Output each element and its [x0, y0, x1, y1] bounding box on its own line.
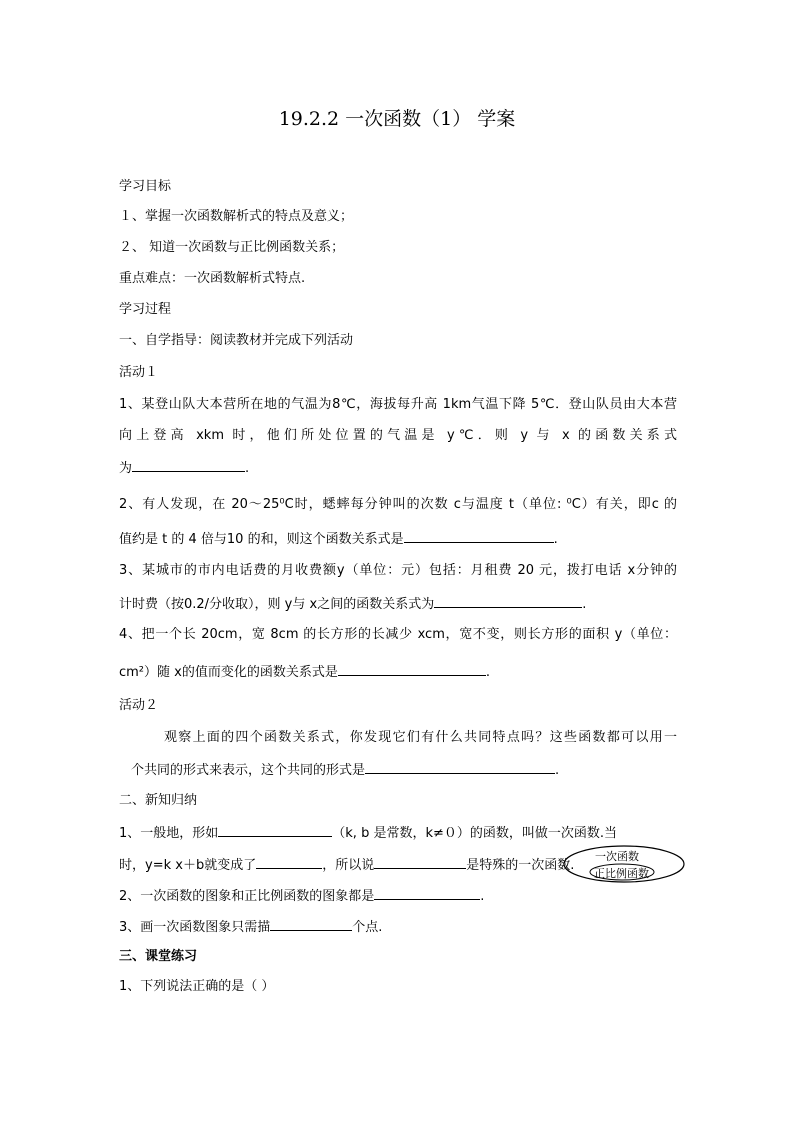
- q2-line-2: 值约是 t 的 4 倍与10 的和，则这个函数关系式是 .: [119, 529, 558, 549]
- part2-blank-graph[interactable]: [374, 886, 480, 900]
- q2-line-1: 2、有人发现，在 20～25⁰C时，蟋蟀每分钟叫的次数 c与温度 t（单位: ⁰C）有关，即c 的: [119, 497, 677, 512]
- goal-item-1: １、掌握一次函数解析式的特点及意义；: [119, 209, 354, 224]
- q1-line-2: 向上登高 xkm 时，他们所处位置的气温是 y℃．则 y 与 x 的函数关系式: [119, 428, 677, 443]
- q4-answer-blank[interactable]: [338, 662, 486, 676]
- part2-blank-becomes[interactable]: [256, 855, 322, 869]
- q1-line-3: 为 .: [119, 458, 249, 478]
- part2-line-1: 1、一般地，形如 （k, b 是常数，k≠０）的函数，叫做一次函数.当: [119, 823, 617, 843]
- q1-answer-blank[interactable]: [132, 458, 245, 472]
- part3-heading: 三、课堂练习: [119, 949, 198, 964]
- goal-item-2: ２、 知道一次函数与正比例函数关系；: [119, 240, 345, 255]
- callout-proportional-function: 正比例函数: [594, 867, 649, 880]
- q2-answer-blank[interactable]: [404, 529, 554, 543]
- page-title: 19.2.2 一次函数（1） 学案: [278, 108, 516, 130]
- activity2-line-1: 观察上面的四个函数关系式，你发现它们有什么共同特点吗？这些函数都可以用一: [164, 730, 677, 745]
- part2-line-2: 时，y=k x＋b就变成了 ，所以说 是特殊的一次函数.: [119, 855, 574, 875]
- q1-line-1: 1、某登山队大本营所在地的气温为8℃，海拔每升高 1km气温下降 5℃．登山队员由大本营: [119, 397, 677, 412]
- part2-heading: 二、新知归纳: [119, 793, 198, 808]
- q3-line-2: 计时费（按0.2/分收取），则 y与 x之间的函数关系式为 .: [119, 594, 586, 614]
- process-heading: 学习过程: [119, 302, 172, 317]
- part2-line-3: 2、一次函数的图象和正比例函数的图象都是 .: [119, 886, 484, 906]
- part2-blank-special[interactable]: [374, 855, 466, 869]
- activity1-label: 活动１: [119, 365, 159, 380]
- activity2-answer-blank[interactable]: [365, 760, 555, 774]
- q3-answer-blank[interactable]: [434, 594, 582, 608]
- activity2-label: 活动２: [119, 698, 159, 713]
- part3-question-1: 1、下列说法正确的是（ ）: [119, 979, 275, 994]
- q4-line-2: cm²）随 x的值而变化的函数关系式是 .: [119, 662, 490, 682]
- callout-linear-function: 一次函数: [595, 850, 639, 863]
- part2-blank-points[interactable]: [270, 917, 352, 931]
- q3-line-1: 3、某城市的市内电话费的月收费额y（单位：元）包括：月租费 20 元，拨打电话 x分钟的: [119, 563, 677, 578]
- part2-blank-form[interactable]: [218, 823, 332, 837]
- activity2-line-2: 个共同的形式来表示，这个共同的形式是 .: [131, 760, 559, 780]
- key-points: 重点难点：一次函数解析式特点.: [119, 271, 306, 286]
- goals-heading: 学习目标: [119, 179, 172, 194]
- function-relation-callout: [563, 845, 685, 883]
- q4-line-1: 4、把一个长 20cm，宽 8cm 的长方形的长减少 xcm，宽不变，则长方形的面积 y（单位：: [119, 627, 677, 642]
- part2-line-4: 3、画一次函数图象只需描 个点.: [119, 917, 382, 937]
- part1-heading: 一、自学指导：阅读教材并完成下列活动: [119, 333, 354, 348]
